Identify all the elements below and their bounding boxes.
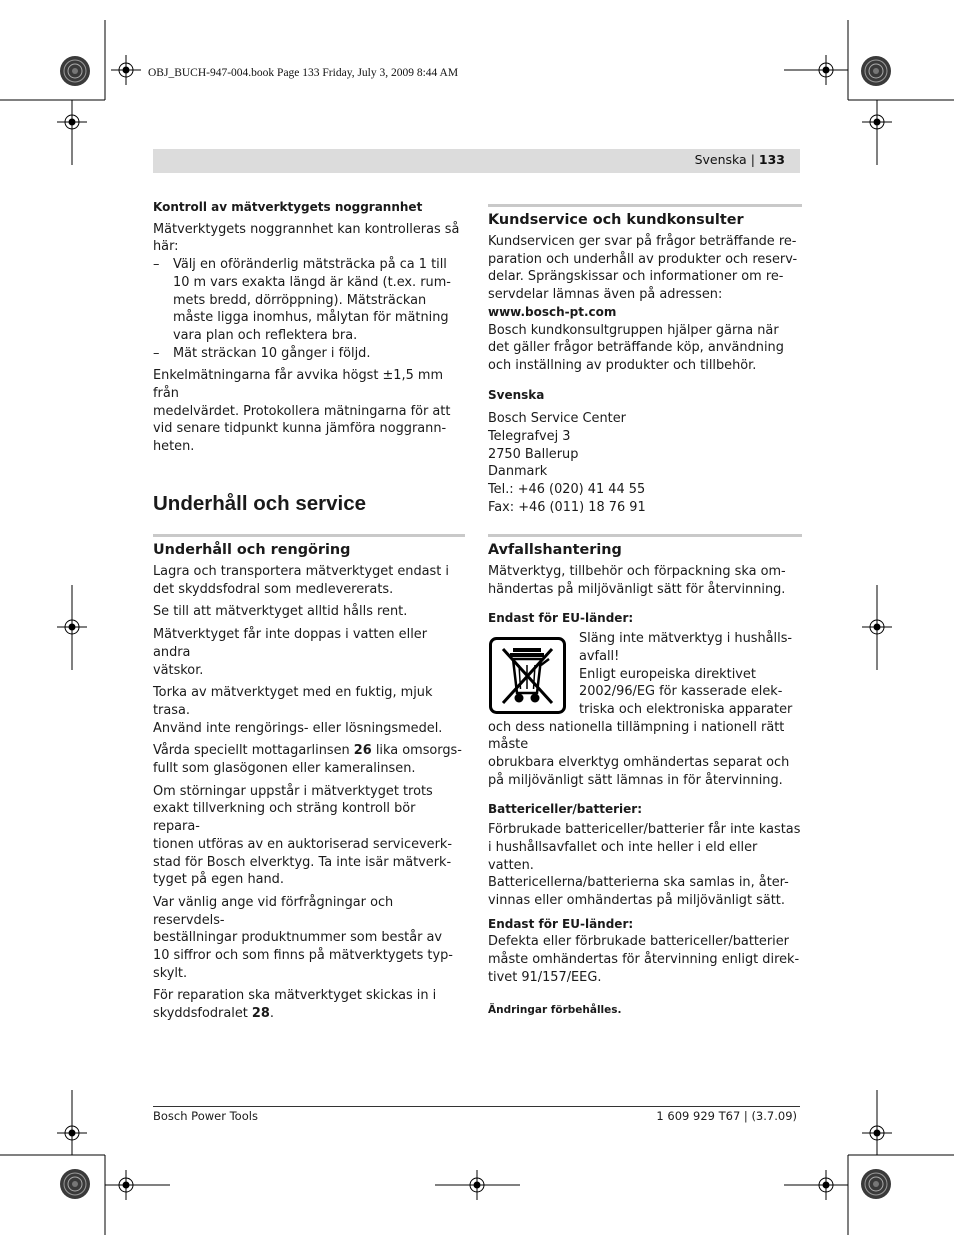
header-language: Svenska [694, 152, 747, 167]
left-column-lower [153, 534, 465, 1028]
text-line: vinnas eller omhändertas på miljövänligt sätt. [488, 892, 785, 908]
text-line: Lagra och transportera mätverktyget endast i [153, 564, 450, 579]
address-line: Bosch Service Center [488, 411, 626, 427]
text-line: heten. [153, 439, 195, 455]
text-line: tivet 91/157/EEG. [488, 969, 602, 985]
text-line: fullt som glasögonen eller kameralinsen. [153, 761, 416, 777]
phone-line: Tel.: +46 (020) 41 44 55 [488, 482, 646, 498]
weee-bin-icon [489, 637, 566, 714]
kundkonsult-paragraph [488, 322, 802, 375]
text-line: händertas på miljövänligt sätt för återvinning. [488, 581, 786, 597]
text-line: Enligt europeiska direktivet [579, 666, 756, 682]
text-line: det gäller frågor beträffande köp, användning [488, 340, 784, 356]
list-item [153, 345, 471, 363]
text-line: Välj en oföränderlig mätsträcka på ca 1 till [173, 257, 447, 273]
text-line: Var vänlig ange vid förfrågningar och reservdels- [153, 894, 394, 928]
kontroll-paragraph [153, 367, 471, 456]
text-line: 10 m vars exakta längd är känd (t.ex. rum- [173, 274, 451, 290]
text-line: För reparation ska mätverktyget skickas in i [153, 988, 437, 1004]
heading-kundservice: Kundservice och kundkonsulter [488, 204, 802, 229]
right-column [488, 204, 802, 517]
website-link[interactable]: www.bosch-pt.com [488, 304, 617, 319]
text-line: och dess nationella tillämpning i nationell rätt måste [488, 719, 785, 753]
footer-right: 1 609 929 T67 | (3.7.09) [656, 1109, 797, 1123]
text-line: Defekta eller förbrukade battericeller/batterier [488, 934, 789, 950]
footer-rule [153, 1106, 800, 1107]
text-line: Använd inte rengörings- eller lösningsmedel. [153, 720, 443, 736]
heading-rengoring: Underhåll och rengöring [153, 534, 465, 559]
text-line: Släng inte mätverktyg i hushålls- [579, 631, 793, 647]
bullet-text: Mät sträckan 10 gånger i följd. [173, 345, 371, 361]
text-line: vara plan och reflektera bra. [173, 327, 358, 343]
print-slug: OBJ_BUCH-947-004.book Page 133 Friday, July 3, 2009 8:44 AM [148, 67, 459, 79]
heading-kontroll: Kontroll av mätverktygets noggrannhet [153, 200, 423, 214]
kontroll-intro [153, 221, 471, 256]
text-line: på miljövänligt sätt lämnas in för återvinning. [488, 772, 783, 788]
text-line: beställningar produktnummer som består av [153, 930, 443, 946]
text-run: Vårda speciellt mottagarlinsen [153, 743, 354, 759]
text-line: stad för Bosch elverktyg. Ta inte isär mätverk- [153, 854, 452, 870]
address-line: Telegrafvej 3 [488, 429, 571, 445]
text-line: paration och underhåll av produkter och reserv- [488, 251, 798, 267]
page-number: 133 [758, 152, 785, 167]
text-line: triska och elektroniska apparater [579, 701, 793, 717]
heading-svenska: Svenska [488, 387, 545, 402]
text-line: medelvärdet. Protokollera mätningarna för att [153, 403, 451, 419]
paragraph [153, 563, 465, 598]
andringar-note: Ändringar förbehålles. [488, 1004, 622, 1017]
text-line: här: [153, 239, 179, 255]
text-line: Enkelmätningarna får avvika högst ±1,5 mm från [153, 368, 444, 402]
text-line: skylt. [153, 965, 188, 981]
header-text [695, 152, 785, 167]
heading-eu-2: Endast för EU-länder: [488, 916, 634, 931]
text-line: avfall! [579, 648, 620, 664]
text-line: Bosch kundkonsultgruppen hjälper gärna när [488, 322, 779, 338]
paragraph: Se till att mätverktyget alltid hålls rent. [153, 604, 408, 620]
kundservice-paragraph [488, 233, 802, 304]
paragraph [153, 894, 465, 983]
text-line: i hushållsavfallet och inte heller i eld eller vatten. [488, 839, 758, 873]
text-line: servdelar lämnas även på adressen: [488, 287, 723, 303]
text-line: Mätverktyget får inte doppas i vatten eller andra [153, 627, 428, 660]
heading-eu: Endast för EU-länder: [488, 611, 634, 626]
paragraph [153, 987, 465, 1022]
list-item [153, 256, 471, 345]
paragraph [153, 626, 465, 679]
page-header [153, 149, 800, 173]
address-line: 2750 Ballerup [488, 446, 579, 462]
section-title-underhall: Underhåll och service [153, 492, 367, 515]
text-line: exakt tillverkning och sträng kontroll bör repara- [153, 801, 416, 835]
text-line: måste ligga inomhus, målytan för mätning [173, 310, 449, 326]
text-line: det skyddsfodral som medlevererats. [153, 581, 394, 597]
text-run: lika omsorgs- [371, 743, 462, 759]
text-line: 2002/96/EG för kasserade elek- [579, 684, 783, 700]
text-line: och inställning av produkter och tillbehör. [488, 357, 757, 373]
fax-line: Fax: +46 (011) 18 76 91 [488, 499, 646, 515]
batterier-paragraph [488, 821, 802, 910]
footer-left: Bosch Power Tools [153, 1109, 258, 1123]
heading-batterier: Battericeller/batterier: [488, 802, 642, 817]
left-column [153, 199, 471, 456]
text-line: Torka av mätverktyget med en fuktig, mjuk trasa. [153, 685, 433, 718]
text-line: Förbrukade battericeller/batterier får inte kastas [488, 822, 801, 838]
text-line: Mätverktygets noggrannhet kan kontrolleras så [153, 221, 460, 237]
batterier-eu-paragraph [488, 933, 802, 986]
part-number: 28 [251, 1006, 270, 1022]
part-number: 26 [353, 743, 372, 759]
bullet-text [173, 256, 471, 345]
heading-avfall: Avfallshantering [488, 534, 802, 559]
text-line: Kundservicen ger svar på frågor beträffande re- [488, 234, 797, 249]
text-run: . [269, 1006, 274, 1022]
paragraph [153, 783, 465, 889]
text-line: obrukbara elverktyg omhändertas separat och [488, 755, 790, 771]
text-line: mets bredd, dörröppning). Mätsträckan [173, 292, 427, 308]
text-line: måste omhändertas för återvinning enligt direk- [488, 952, 800, 968]
text-line: tyget på egen hand. [153, 872, 284, 888]
bullet-dash: – [153, 345, 160, 361]
service-address [488, 410, 802, 516]
text-line: vid senare tidpunkt kunna jämföra noggrann- [153, 421, 447, 437]
text-line: tionen utföras av en auktoriserad serviceverk- [153, 836, 453, 852]
text-run: skyddsfodralet [153, 1006, 252, 1022]
right-column-lower [488, 534, 802, 1020]
paragraph [153, 742, 465, 777]
paragraph [153, 684, 465, 737]
text-line: delar. Sprängskissar och informationer om re- [488, 269, 784, 285]
text-line: Om störningar uppstår i mätverktyget trots [153, 783, 433, 799]
text-line: 10 siffror och som finns på mätverktygets typ- [153, 948, 453, 964]
text-line: vätskor. [153, 662, 204, 678]
address-line: Danmark [488, 464, 548, 480]
text-line: Battericellerna/batterierna ska samlas in, åter- [488, 875, 789, 891]
eu-text-continued [488, 719, 802, 790]
header-separator: | [750, 152, 755, 167]
text-line: Mätverktyg, tillbehör och förpackning ska om- [488, 564, 786, 579]
avfall-paragraph [488, 563, 802, 598]
bullet-dash: – [153, 257, 160, 273]
